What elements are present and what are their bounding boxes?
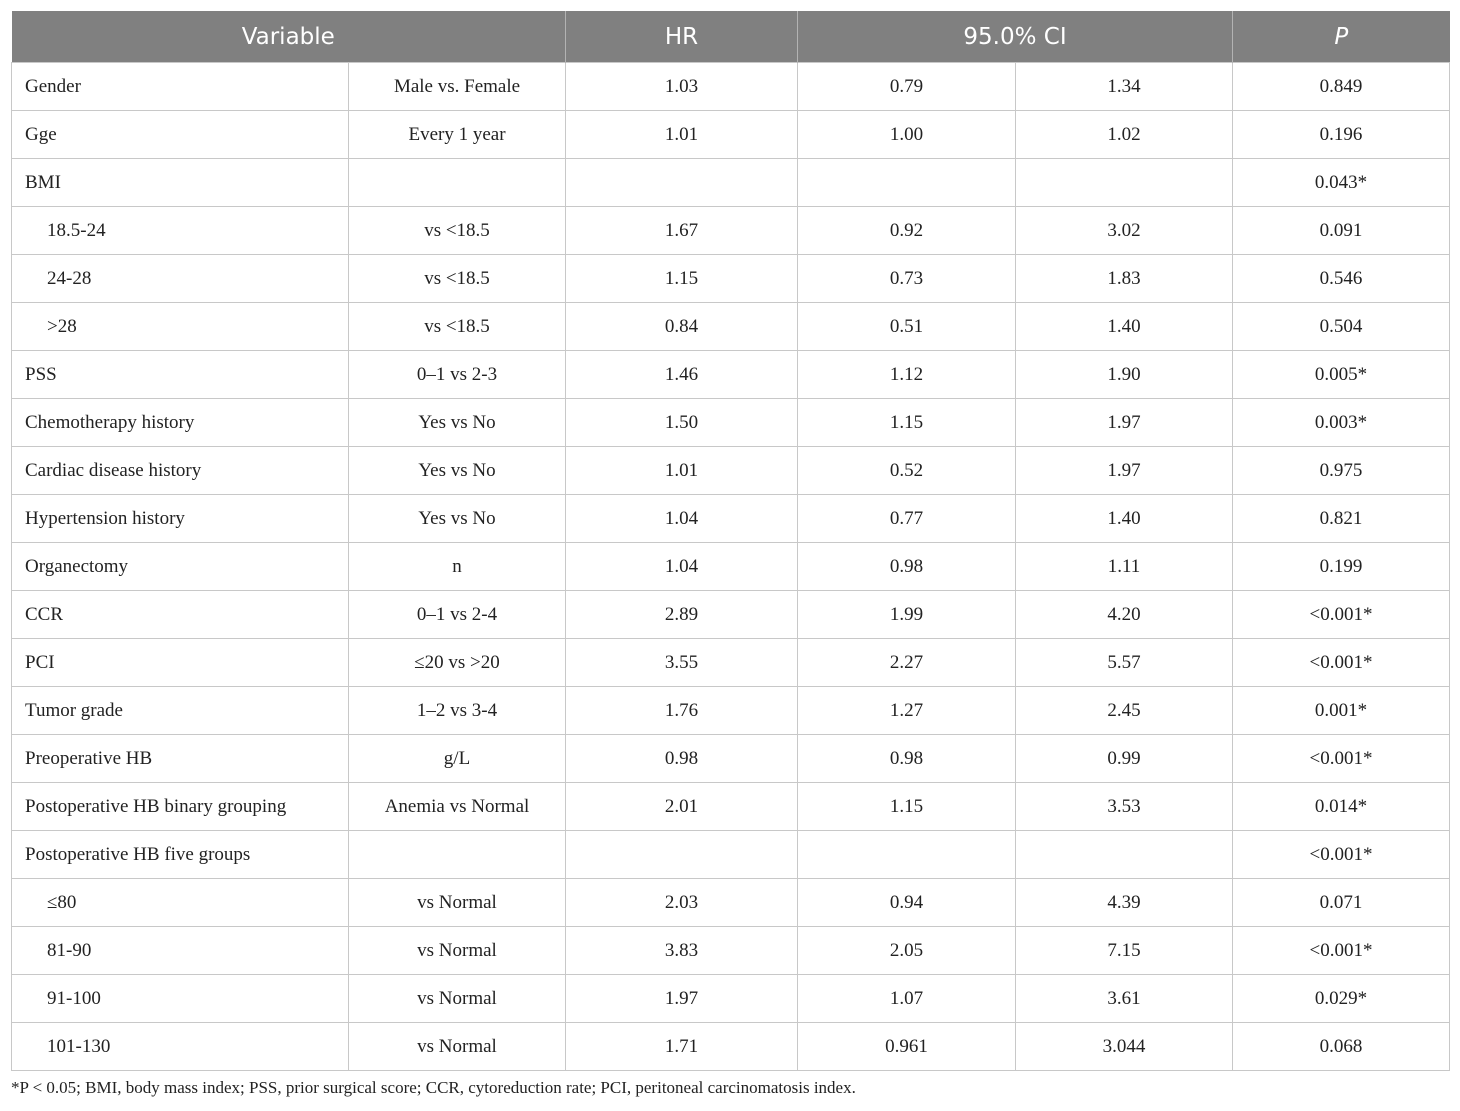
cell-ci-high: 7.15 bbox=[1016, 927, 1233, 975]
cell-variable: Tumor grade bbox=[12, 687, 349, 735]
cell-ci-high: 1.02 bbox=[1016, 111, 1233, 159]
table-row bbox=[12, 687, 1450, 735]
cell-comparison: Anemia vs Normal bbox=[349, 783, 566, 831]
cell-comparison: Yes vs No bbox=[349, 447, 566, 495]
cell-ci-high: 2.45 bbox=[1016, 687, 1233, 735]
cell-hr: 0.98 bbox=[566, 735, 798, 783]
cell-ci-low: 1.15 bbox=[798, 399, 1016, 447]
cell-ci-high: 5.57 bbox=[1016, 639, 1233, 687]
table-row bbox=[12, 207, 1450, 255]
cell-ci-low: 0.98 bbox=[798, 543, 1016, 591]
cell-p: 0.196 bbox=[1233, 111, 1450, 159]
cell-p: 0.014* bbox=[1233, 783, 1450, 831]
cell-ci-low: 1.00 bbox=[798, 111, 1016, 159]
cell-ci-low: 2.27 bbox=[798, 639, 1016, 687]
cell-variable: Chemotherapy history bbox=[12, 399, 349, 447]
cell-variable: ≤80 bbox=[12, 879, 349, 927]
cell-ci-low: 2.05 bbox=[798, 927, 1016, 975]
results-table bbox=[11, 11, 1450, 1071]
cell-variable: 81-90 bbox=[12, 927, 349, 975]
cell-variable: BMI bbox=[12, 159, 349, 207]
cell-ci-low: 0.51 bbox=[798, 303, 1016, 351]
table-footnote: *P < 0.05; BMI, body mass index; PSS, prior surgical score; CCR, cytoreduction rate; PCI, peritoneal carcinomatosis index. bbox=[11, 1078, 856, 1097]
table-row bbox=[12, 831, 1450, 879]
table-row bbox=[12, 495, 1450, 543]
cell-comparison bbox=[349, 831, 566, 879]
cell-ci-high: 0.99 bbox=[1016, 735, 1233, 783]
cell-hr: 2.01 bbox=[566, 783, 798, 831]
cell-p: <0.001* bbox=[1233, 927, 1450, 975]
cell-p: 0.821 bbox=[1233, 495, 1450, 543]
cell-ci-low: 1.12 bbox=[798, 351, 1016, 399]
cell-p: 0.546 bbox=[1233, 255, 1450, 303]
cell-variable: 101-130 bbox=[12, 1023, 349, 1071]
cell-p: 0.504 bbox=[1233, 303, 1450, 351]
cell-p: 0.001* bbox=[1233, 687, 1450, 735]
cell-hr: 1.76 bbox=[566, 687, 798, 735]
cell-p: 0.091 bbox=[1233, 207, 1450, 255]
cell-ci-high: 1.11 bbox=[1016, 543, 1233, 591]
cell-comparison: vs Normal bbox=[349, 975, 566, 1023]
cell-p: 0.068 bbox=[1233, 1023, 1450, 1071]
cell-p: 0.849 bbox=[1233, 63, 1450, 111]
cell-variable: Hypertension history bbox=[12, 495, 349, 543]
cell-comparison: n bbox=[349, 543, 566, 591]
table-container bbox=[11, 11, 1449, 1071]
table-row bbox=[12, 399, 1450, 447]
cell-comparison: Male vs. Female bbox=[349, 63, 566, 111]
table-row bbox=[12, 591, 1450, 639]
cell-comparison: vs <18.5 bbox=[349, 207, 566, 255]
cell-variable: Gender bbox=[12, 63, 349, 111]
table-row bbox=[12, 927, 1450, 975]
cell-p: <0.001* bbox=[1233, 639, 1450, 687]
header-variable: Variable bbox=[12, 11, 566, 63]
cell-ci-high: 3.61 bbox=[1016, 975, 1233, 1023]
cell-variable: Postoperative HB binary grouping bbox=[12, 783, 349, 831]
cell-ci-low: 0.77 bbox=[798, 495, 1016, 543]
cell-ci-low: 0.98 bbox=[798, 735, 1016, 783]
cell-ci-high: 1.34 bbox=[1016, 63, 1233, 111]
cell-hr: 1.97 bbox=[566, 975, 798, 1023]
table-row bbox=[12, 783, 1450, 831]
cell-ci-high: 1.90 bbox=[1016, 351, 1233, 399]
cell-ci-low: 0.961 bbox=[798, 1023, 1016, 1071]
cell-variable: CCR bbox=[12, 591, 349, 639]
cell-hr: 1.71 bbox=[566, 1023, 798, 1071]
table-row bbox=[12, 159, 1450, 207]
cell-hr: 1.67 bbox=[566, 207, 798, 255]
table-body bbox=[12, 63, 1450, 1071]
cell-hr bbox=[566, 159, 798, 207]
cell-hr: 1.46 bbox=[566, 351, 798, 399]
cell-comparison: 0–1 vs 2-3 bbox=[349, 351, 566, 399]
cell-ci-low bbox=[798, 159, 1016, 207]
table-row bbox=[12, 543, 1450, 591]
cell-variable: Preoperative HB bbox=[12, 735, 349, 783]
cell-p: 0.043* bbox=[1233, 159, 1450, 207]
cell-hr: 1.03 bbox=[566, 63, 798, 111]
cell-ci-high: 4.20 bbox=[1016, 591, 1233, 639]
cell-ci-high bbox=[1016, 159, 1233, 207]
table-row bbox=[12, 111, 1450, 159]
table-row bbox=[12, 303, 1450, 351]
cell-ci-high: 1.83 bbox=[1016, 255, 1233, 303]
cell-ci-low: 1.99 bbox=[798, 591, 1016, 639]
cell-ci-high: 1.97 bbox=[1016, 447, 1233, 495]
table-row bbox=[12, 63, 1450, 111]
cell-variable: Organectomy bbox=[12, 543, 349, 591]
cell-ci-low: 1.15 bbox=[798, 783, 1016, 831]
header-p: P bbox=[1233, 11, 1450, 63]
cell-comparison: Yes vs No bbox=[349, 495, 566, 543]
table-header bbox=[12, 11, 1450, 63]
cell-hr: 3.55 bbox=[566, 639, 798, 687]
cell-variable: 91-100 bbox=[12, 975, 349, 1023]
table-row bbox=[12, 1023, 1450, 1071]
cell-comparison: Every 1 year bbox=[349, 111, 566, 159]
cell-ci-high: 1.40 bbox=[1016, 495, 1233, 543]
cell-ci-low: 0.92 bbox=[798, 207, 1016, 255]
cell-p: <0.001* bbox=[1233, 591, 1450, 639]
cell-hr: 1.04 bbox=[566, 495, 798, 543]
cell-ci-low: 0.94 bbox=[798, 879, 1016, 927]
cell-variable: 18.5-24 bbox=[12, 207, 349, 255]
table-row bbox=[12, 447, 1450, 495]
cell-ci-low bbox=[798, 831, 1016, 879]
cell-p: 0.005* bbox=[1233, 351, 1450, 399]
cell-ci-high: 3.02 bbox=[1016, 207, 1233, 255]
cell-p: 0.199 bbox=[1233, 543, 1450, 591]
cell-p: <0.001* bbox=[1233, 831, 1450, 879]
cell-comparison: vs Normal bbox=[349, 1023, 566, 1071]
cell-comparison: vs <18.5 bbox=[349, 255, 566, 303]
cell-comparison: Yes vs No bbox=[349, 399, 566, 447]
cell-ci-high: 3.53 bbox=[1016, 783, 1233, 831]
cell-ci-high: 1.40 bbox=[1016, 303, 1233, 351]
cell-p: 0.071 bbox=[1233, 879, 1450, 927]
cell-comparison bbox=[349, 159, 566, 207]
table-row bbox=[12, 735, 1450, 783]
cell-variable: Cardiac disease history bbox=[12, 447, 349, 495]
header-ci: 95.0% CI bbox=[798, 11, 1233, 63]
cell-p: <0.001* bbox=[1233, 735, 1450, 783]
cell-variable: PCI bbox=[12, 639, 349, 687]
cell-comparison: vs Normal bbox=[349, 927, 566, 975]
cell-ci-low: 1.07 bbox=[798, 975, 1016, 1023]
cell-comparison: vs <18.5 bbox=[349, 303, 566, 351]
cell-variable: Gge bbox=[12, 111, 349, 159]
cell-hr bbox=[566, 831, 798, 879]
cell-ci-low: 1.27 bbox=[798, 687, 1016, 735]
table-row bbox=[12, 975, 1450, 1023]
cell-comparison: ≤20 vs >20 bbox=[349, 639, 566, 687]
cell-ci-low: 0.73 bbox=[798, 255, 1016, 303]
table-row bbox=[12, 639, 1450, 687]
header-row bbox=[12, 11, 1450, 63]
cell-ci-high: 4.39 bbox=[1016, 879, 1233, 927]
cell-variable: 24-28 bbox=[12, 255, 349, 303]
cell-comparison: g/L bbox=[349, 735, 566, 783]
table-row bbox=[12, 255, 1450, 303]
cell-hr: 2.03 bbox=[566, 879, 798, 927]
cell-hr: 1.01 bbox=[566, 111, 798, 159]
cell-ci-high: 3.044 bbox=[1016, 1023, 1233, 1071]
cell-hr: 3.83 bbox=[566, 927, 798, 975]
cell-comparison: 1–2 vs 3-4 bbox=[349, 687, 566, 735]
cell-comparison: vs Normal bbox=[349, 879, 566, 927]
cell-variable: >28 bbox=[12, 303, 349, 351]
cell-hr: 2.89 bbox=[566, 591, 798, 639]
cell-ci-low: 0.79 bbox=[798, 63, 1016, 111]
cell-ci-high: 1.97 bbox=[1016, 399, 1233, 447]
header-hr: HR bbox=[566, 11, 798, 63]
cell-p: 0.975 bbox=[1233, 447, 1450, 495]
cell-variable: Postoperative HB five groups bbox=[12, 831, 349, 879]
cell-hr: 1.01 bbox=[566, 447, 798, 495]
cell-ci-low: 0.52 bbox=[798, 447, 1016, 495]
cell-p: 0.003* bbox=[1233, 399, 1450, 447]
cell-hr: 0.84 bbox=[566, 303, 798, 351]
cell-variable: PSS bbox=[12, 351, 349, 399]
table-row bbox=[12, 351, 1450, 399]
cell-hr: 1.15 bbox=[566, 255, 798, 303]
cell-p: 0.029* bbox=[1233, 975, 1450, 1023]
table-row bbox=[12, 879, 1450, 927]
cell-hr: 1.04 bbox=[566, 543, 798, 591]
cell-ci-high bbox=[1016, 831, 1233, 879]
cell-comparison: 0–1 vs 2-4 bbox=[349, 591, 566, 639]
cell-hr: 1.50 bbox=[566, 399, 798, 447]
